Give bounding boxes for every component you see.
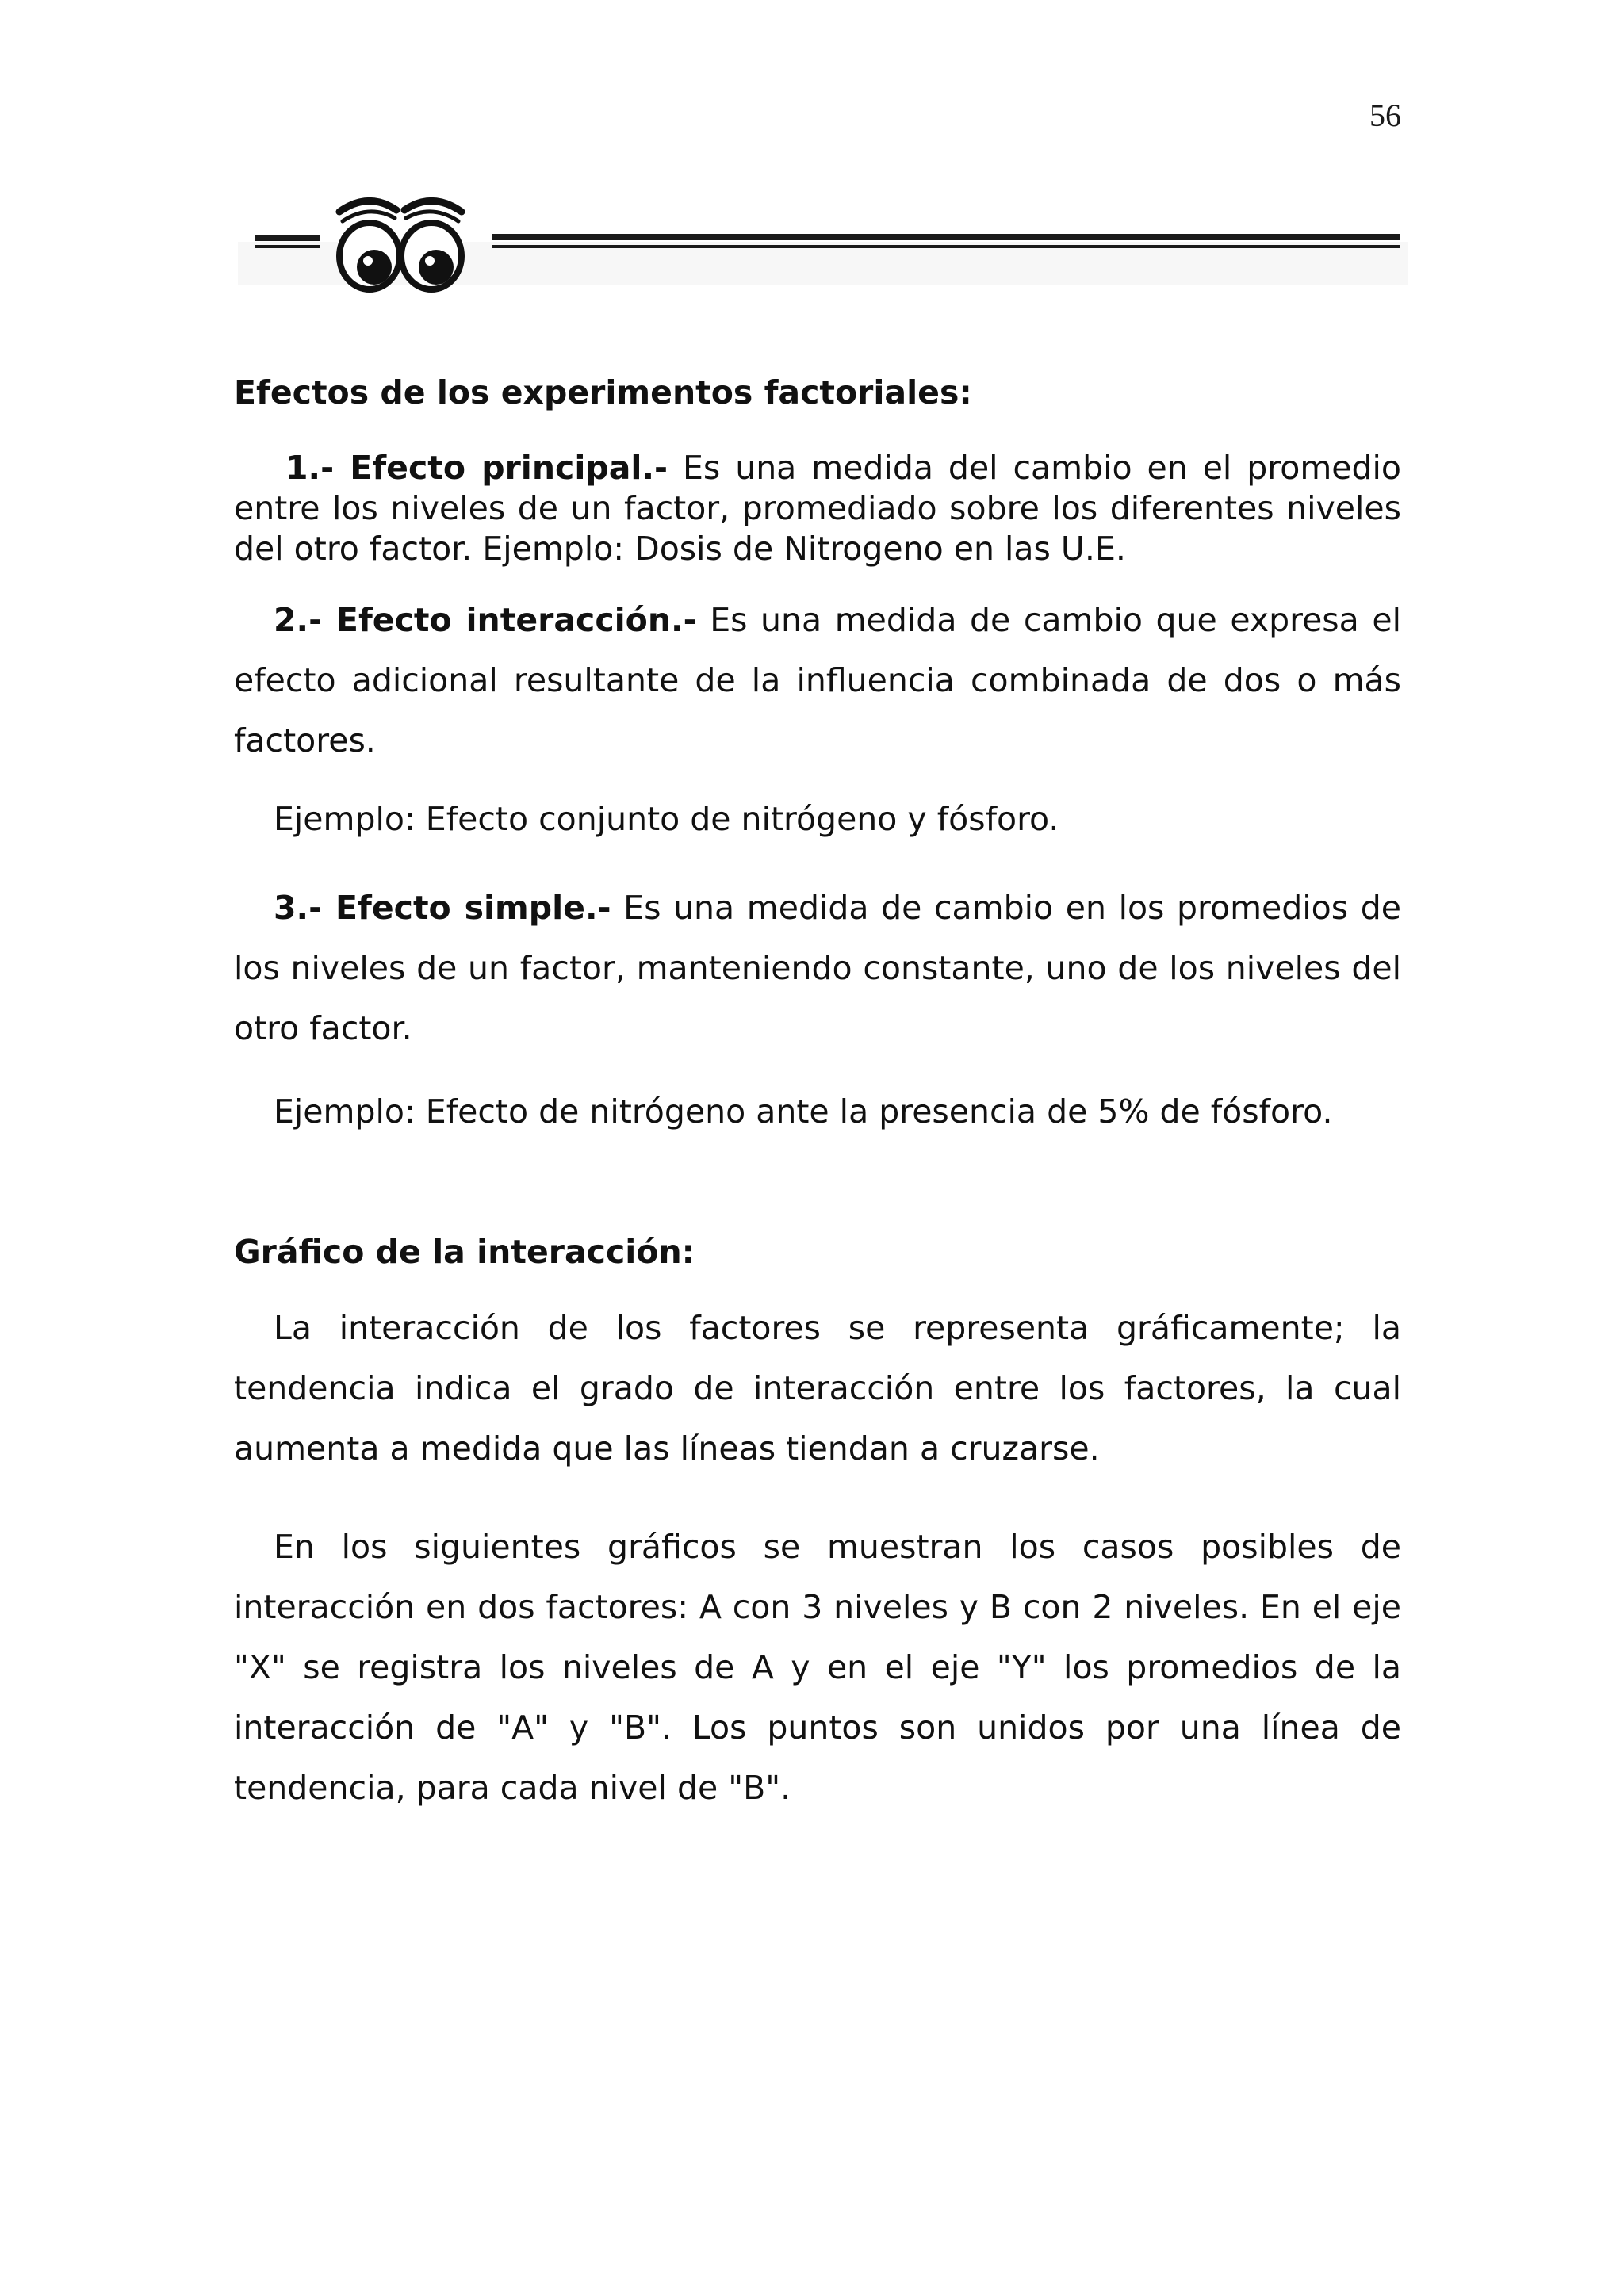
term-efecto-principal: 1.- Efecto principal.-: [285, 449, 668, 487]
example-efecto-interaccion: Ejemplo: Efecto conjunto de nitrógeno y fósforo.: [274, 800, 1059, 838]
text-efecto-principal: Es una medida del cambio en el promedio entre los niveles de un factor, promediado sobre los diferentes niveles del otro factor. Ejemplo: Dosis de Nitrogeno en las U.E.: [234, 449, 1402, 568]
section-heading-grafico: Gráfico de la interacción:: [234, 1233, 695, 1271]
text-efecto-interaccion: Es una medida de cambio que expresa el efecto adicional resultante de la influencia combinada de dos o más factores.: [234, 601, 1401, 760]
section-heading-efectos: Efectos de los experimentos factoriales:: [234, 373, 972, 411]
page-number: 56: [1369, 98, 1401, 133]
eyes-icon: [238, 194, 1408, 297]
example-efecto-simple: Ejemplo: Efecto de nitrógeno ante la presencia de 5% de fósforo.: [274, 1093, 1333, 1131]
term-efecto-interaccion: 2.- Efecto interacción.-: [274, 601, 697, 639]
paragraph-efecto-principal: [234, 448, 1401, 569]
paragraph-grafico-1: La interacción de los factores se representa gráficamente; la tendencia indica el grado de interacción entre los factores, la cual aumenta a medida que las líneas tiendan a cruzarse.: [234, 1309, 1401, 1468]
paragraph-grafico-2: En los siguientes gráficos se muestran los casos posibles de interacción en dos factores: A con 3 niveles y B con 2 niveles. En el eje "X" se registra los niveles de A y en el eje "Y" los promedios de la interacción de "A" y "B". Los puntos son unidos por una línea de tendencia, para cada nivel de "B".: [234, 1528, 1401, 1807]
paragraph-efecto-simple: [234, 878, 1401, 1058]
term-efecto-simple: 3.- Efecto simple.-: [274, 889, 611, 927]
paragraph-efecto-interaccion: [234, 590, 1401, 771]
page-content: [234, 373, 1401, 1818]
text-efecto-simple: Es una medida de cambio en los promedios de los niveles de un factor, manteniendo constante, uno de los niveles del otro factor.: [234, 889, 1401, 1047]
